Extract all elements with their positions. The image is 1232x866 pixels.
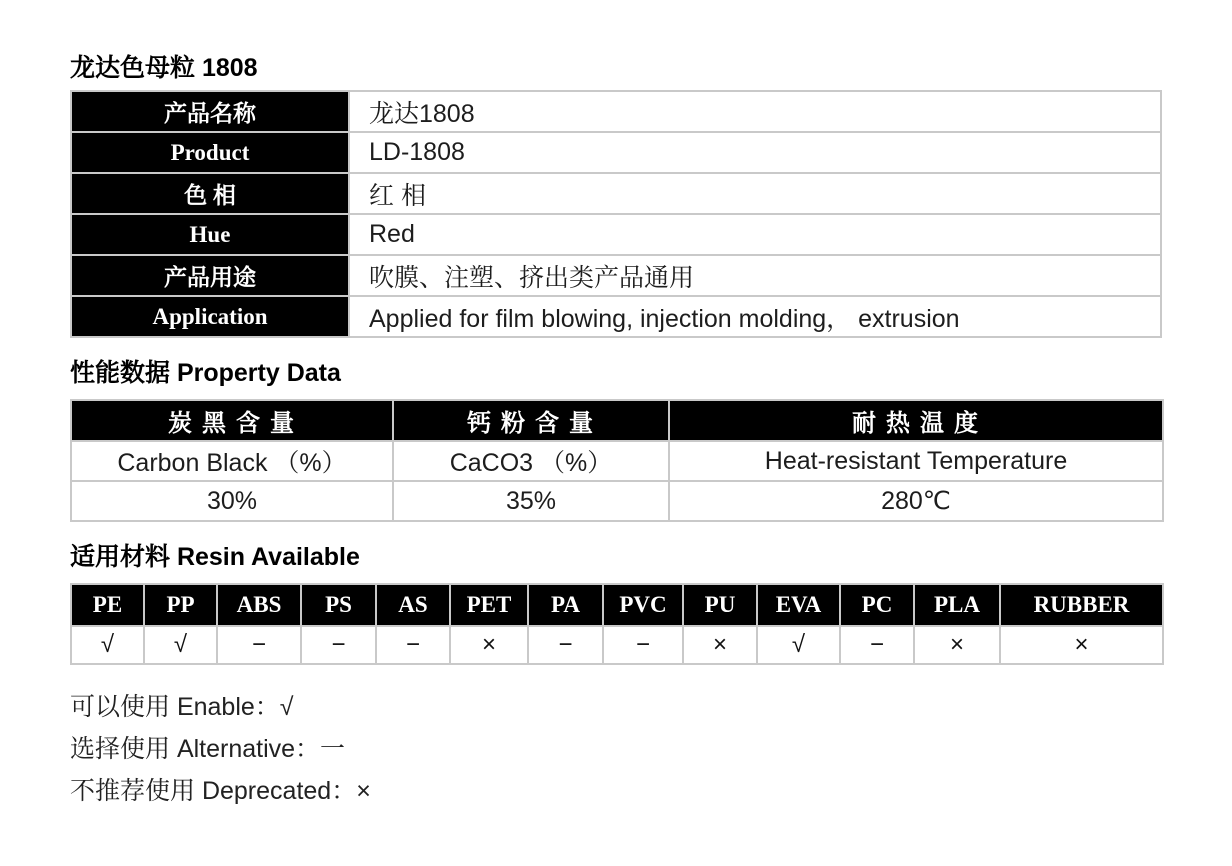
- resin-status-cell: −: [217, 626, 301, 664]
- property-header-carbon-black: 炭 黑 含 量: [71, 400, 393, 441]
- resin-name-cell: PP: [144, 584, 217, 626]
- product-row-label: Hue: [71, 214, 349, 255]
- resin-name-cell: PLA: [914, 584, 1000, 626]
- resin-name-cell: PA: [528, 584, 603, 626]
- product-info-table: [70, 90, 1162, 338]
- legend: [70, 686, 1162, 812]
- property-header-heat: 耐 热 温 度: [669, 400, 1163, 441]
- legend-alternative-line: 选择使用 Alternative：一: [70, 735, 346, 763]
- legend-enable-line: 可以使用 Enable：√: [70, 693, 294, 721]
- resin-status-cell: −: [603, 626, 683, 664]
- resin-status-cell: ×: [1000, 626, 1163, 664]
- property-subheader-caco3: CaCO3 （%）: [393, 441, 669, 481]
- resin-status-cell: √: [757, 626, 840, 664]
- product-row-value: Applied for film blowing, injection molding， extrusion: [349, 296, 1161, 337]
- resin-status-cell: √: [71, 626, 144, 664]
- property-value-heat: 280℃: [669, 481, 1163, 521]
- product-row-application-en: [71, 296, 1161, 337]
- product-row-label: 色 相: [71, 173, 349, 214]
- resin-status-cell: ×: [450, 626, 528, 664]
- product-row-label: Product: [71, 132, 349, 173]
- product-row-value: 红 相: [349, 173, 1161, 214]
- property-section-heading: 性能数据 Property Data: [70, 359, 341, 387]
- property-header-row: [71, 400, 1163, 441]
- product-row-label: Application: [71, 296, 349, 337]
- product-row-product: [71, 132, 1161, 173]
- resin-status-cell: −: [376, 626, 450, 664]
- product-row-hue-zh: [71, 173, 1161, 214]
- resin-status-cell: −: [528, 626, 603, 664]
- resin-status-cell: ×: [914, 626, 1000, 664]
- resin-status-cell: √: [144, 626, 217, 664]
- product-row-value: Red: [349, 214, 1161, 255]
- legend-deprecated-line: 不推荐使用 Deprecated：×: [70, 777, 371, 805]
- resin-name-cell: RUBBER: [1000, 584, 1163, 626]
- resin-available-table: [70, 583, 1164, 665]
- resin-name-cell: PC: [840, 584, 914, 626]
- product-row-name: [71, 91, 1161, 132]
- property-value-row: [71, 481, 1163, 521]
- resin-section-heading: 适用材料 Resin Available: [70, 543, 360, 571]
- resin-status-cell: −: [840, 626, 914, 664]
- product-row-hue-en: [71, 214, 1161, 255]
- property-value-carbon-black: 30%: [71, 481, 393, 521]
- product-row-label: 产品用途: [71, 255, 349, 296]
- product-row-value: LD-1808: [349, 132, 1161, 173]
- resin-status-row: [71, 626, 1163, 664]
- property-data-table: [70, 399, 1164, 522]
- product-row-value: 吹膜、注塑、挤出类产品通用: [349, 255, 1161, 296]
- resin-name-cell: PU: [683, 584, 757, 626]
- product-row-value: 龙达1808: [349, 91, 1161, 132]
- resin-name-cell: PS: [301, 584, 376, 626]
- resin-name-cell: AS: [376, 584, 450, 626]
- property-header-caco3: 钙 粉 含 量: [393, 400, 669, 441]
- property-subheader-heat: Heat-resistant Temperature: [669, 441, 1163, 481]
- resin-header-row: [71, 584, 1163, 626]
- product-row-label: 产品名称: [71, 91, 349, 132]
- property-value-caco3: 35%: [393, 481, 669, 521]
- property-subheader-row: [71, 441, 1163, 481]
- resin-status-cell: ×: [683, 626, 757, 664]
- resin-name-cell: PVC: [603, 584, 683, 626]
- resin-name-cell: EVA: [757, 584, 840, 626]
- page-title: 龙达色母粒 1808: [70, 54, 258, 82]
- product-row-application-zh: [71, 255, 1161, 296]
- resin-name-cell: ABS: [217, 584, 301, 626]
- resin-status-cell: −: [301, 626, 376, 664]
- property-subheader-carbon-black: Carbon Black （%）: [71, 441, 393, 481]
- resin-name-cell: PE: [71, 584, 144, 626]
- resin-name-cell: PET: [450, 584, 528, 626]
